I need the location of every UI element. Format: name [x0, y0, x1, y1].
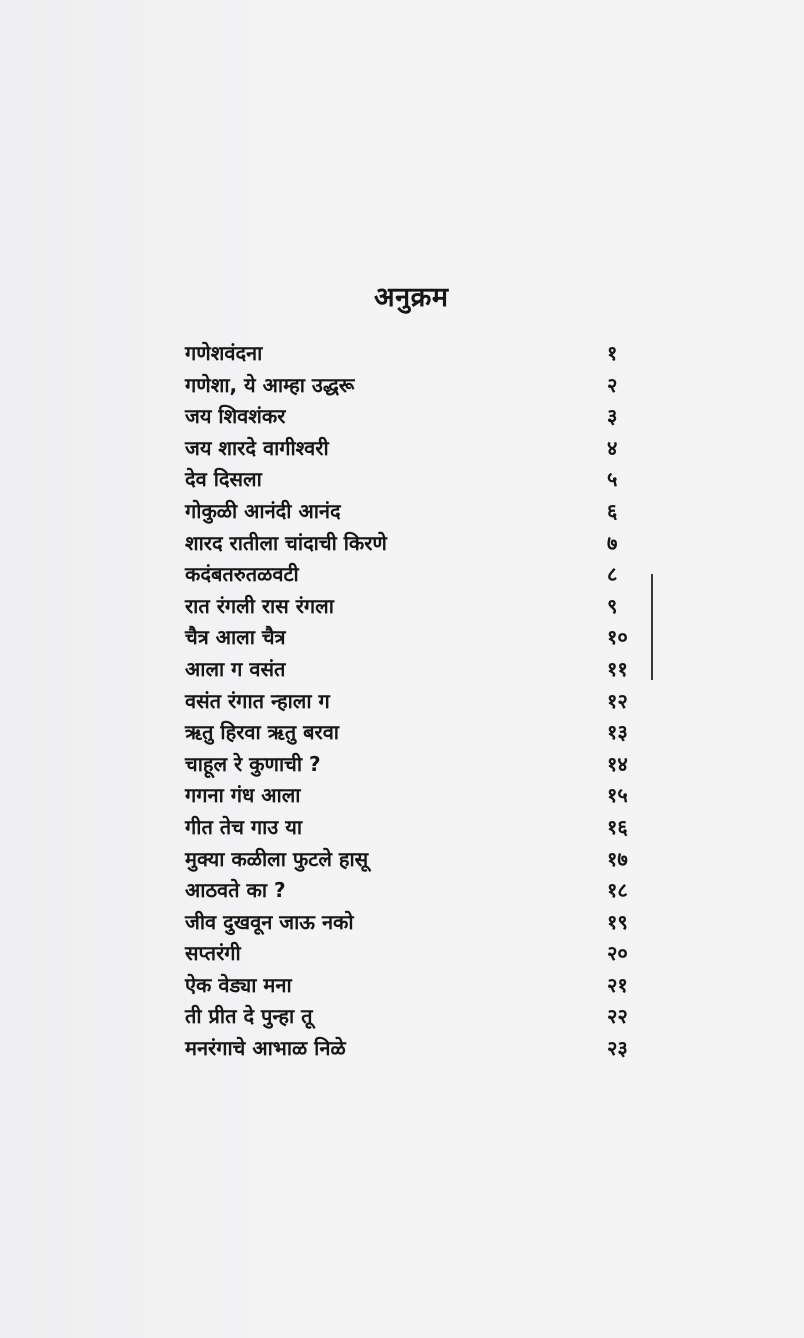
toc-entry	[185, 654, 635, 686]
toc-entry-title: जय शिवशंकर	[185, 404, 286, 429]
toc-entry-title: रात रंगली रास रंगला	[185, 593, 334, 618]
toc-entry-page: २	[607, 372, 618, 397]
toc-entry-title: गगना गंध आला	[185, 783, 301, 808]
toc-entry-title: कदंबतरुतळवटी	[185, 562, 299, 587]
toc-list	[185, 338, 635, 1065]
toc-entry-page: ४	[607, 435, 618, 460]
toc-entry-page: १९	[607, 909, 628, 934]
toc-entry	[185, 528, 635, 560]
toc-entry-page: ८	[607, 562, 618, 587]
toc-entry-page: १७	[607, 846, 628, 871]
toc-heading: अनुक्रम	[374, 282, 449, 313]
toc-entry	[185, 844, 635, 876]
toc-entry	[185, 1033, 635, 1065]
toc-entry-page: ९	[607, 593, 618, 618]
toc-entry-page: २२	[607, 1004, 628, 1029]
toc-entry	[185, 559, 635, 591]
toc-entry-title: जय शारदे वागीश्वरी	[185, 435, 329, 460]
toc-entry-page: ६	[607, 498, 618, 523]
margin-line	[651, 574, 653, 680]
toc-entry-page: ७	[607, 530, 618, 555]
toc-entry-title: मनरंगाचे आभाळ निळे	[185, 1036, 346, 1061]
toc-entry-page: १३	[607, 720, 628, 745]
toc-entry-title: शारद रातीला चांदाची किरणे	[185, 530, 387, 555]
toc-entry-title: ऐक वेड्या मना	[185, 972, 292, 997]
toc-entry-page: २१	[607, 972, 628, 997]
toc-entry	[185, 496, 635, 528]
toc-entry	[185, 875, 635, 907]
toc-entry-title: चाहूल रे कुणाची ?	[185, 751, 321, 776]
toc-entry-title: गोकुळी आनंदी आनंद	[185, 498, 341, 523]
toc-entry-title: जीव दुखवून जाऊ नको	[185, 909, 354, 934]
toc-entry-title: सप्तरंगी	[185, 941, 241, 966]
toc-entry-page: १२	[607, 688, 628, 713]
toc-entry	[185, 686, 635, 718]
toc-entry-page: १४	[607, 751, 628, 776]
toc-entry-title: गणेशा, ये आम्हा उद्धरू	[185, 372, 355, 397]
toc-entry-page: १८	[607, 878, 628, 903]
toc-entry-title: आठवते का ?	[185, 878, 286, 903]
toc-entry	[185, 907, 635, 939]
toc-entry-page: २०	[607, 941, 628, 966]
toc-entry	[185, 338, 635, 370]
toc-entry	[185, 433, 635, 465]
toc-entry-title: वसंत रंगात न्हाला ग	[185, 688, 330, 713]
toc-entry	[185, 780, 635, 812]
toc-entry-title: ती प्रीत दे पुन्हा तू	[185, 1004, 313, 1029]
toc-entry-title: मुक्या कळीला फुटले हासू	[185, 846, 369, 871]
toc-entry	[185, 938, 635, 970]
toc-entry	[185, 591, 635, 623]
toc-entry-page: १५	[607, 783, 628, 808]
toc-entry-title: गणेशवंदना	[185, 341, 263, 365]
toc-entry	[185, 717, 635, 749]
toc-entry	[185, 401, 635, 433]
toc-entry	[185, 812, 635, 844]
toc-entry-page: १६	[607, 814, 628, 839]
toc-entry-title: देव दिसला	[185, 467, 262, 492]
toc-entry-title: ऋतु हिरवा ऋतु बरवा	[185, 720, 339, 745]
toc-entry-page: २३	[607, 1036, 628, 1061]
toc-entry-page: १०	[607, 625, 628, 650]
toc-entry	[185, 370, 635, 402]
toc-entry	[185, 749, 635, 781]
toc-entry-title: आला ग वसंत	[185, 656, 286, 681]
toc-entry-title: चैत्र आला चैत्र	[185, 625, 286, 650]
toc-entry	[185, 622, 635, 654]
toc-entry-page: १	[607, 341, 618, 365]
toc-entry	[185, 464, 635, 496]
toc-entry-page: ११	[607, 656, 628, 681]
toc-entry-title: गीत तेच गाउ या	[185, 814, 303, 839]
toc-entry-page: ३	[607, 404, 618, 429]
toc-entry-page: ५	[607, 467, 618, 492]
toc-entry	[185, 970, 635, 1002]
toc-entry	[185, 1001, 635, 1033]
